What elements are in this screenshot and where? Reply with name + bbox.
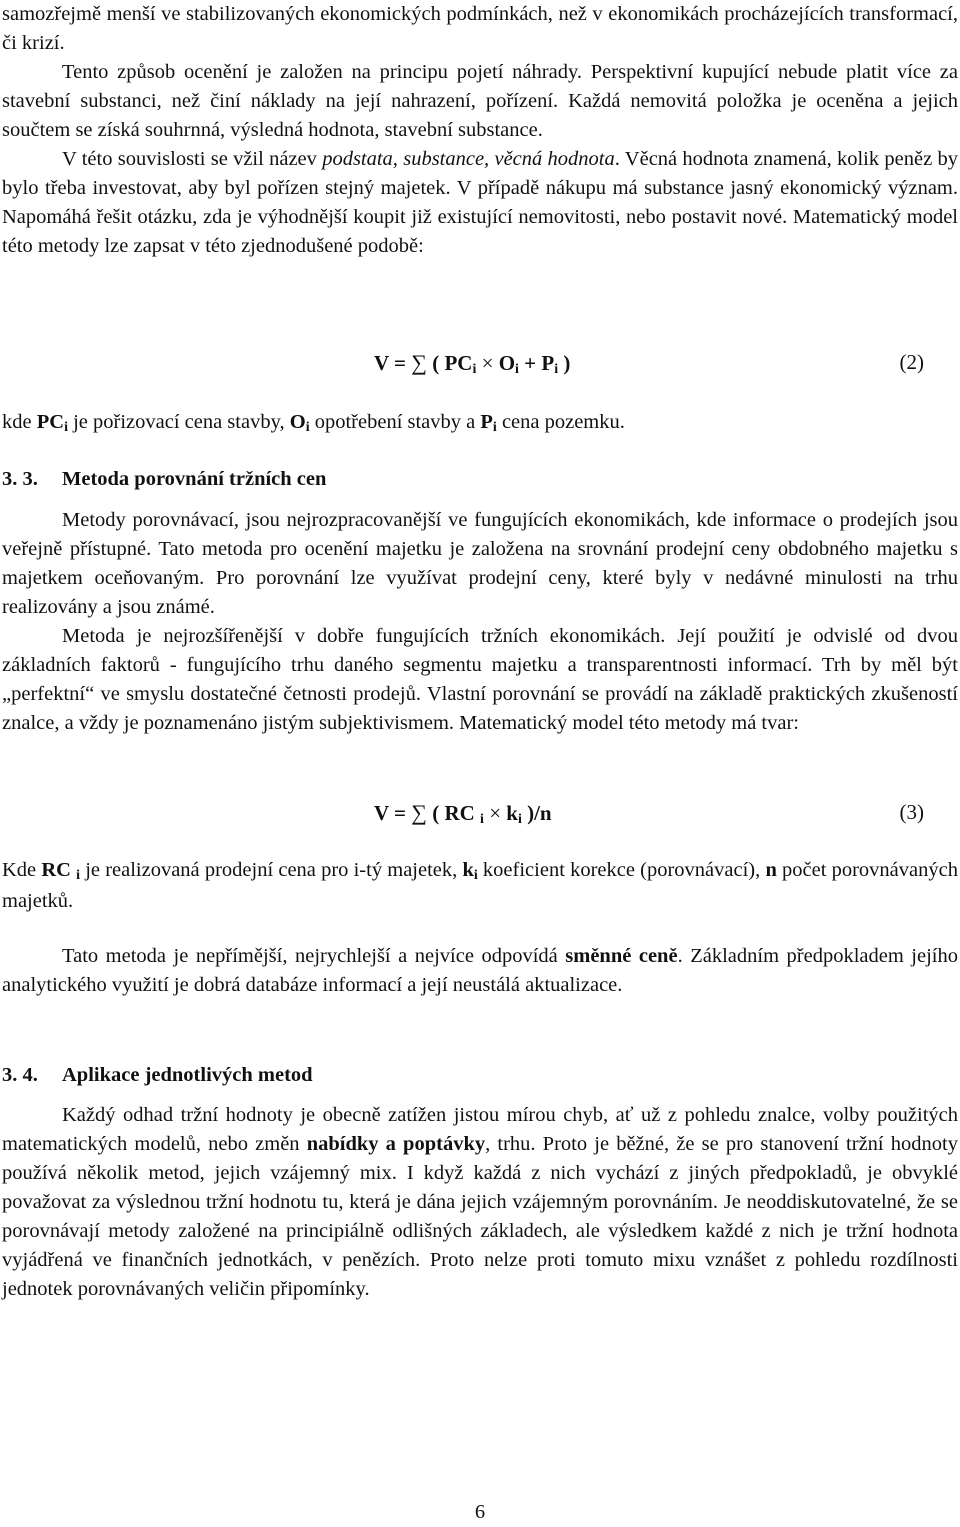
formula-expression — [374, 348, 570, 381]
legend-text — [2, 408, 958, 439]
times-symbol: × — [481, 351, 494, 375]
text-run: Každý odhad tržní hodnoty je obecně zatížen jistou mírou chyb, ať už z pohledu znalce, volby použitých matematických modelů, nebo změn — [2, 1104, 958, 1155]
subscript: i — [480, 812, 484, 827]
bold-var: n — [765, 859, 777, 881]
text-run: počet porovnávaných majetků. — [2, 859, 958, 912]
subscript: i — [76, 868, 81, 883]
subscript: i — [473, 868, 478, 883]
paragraph-principle: Tento způsob ocenění je založen na principu pojetí náhrady. Perspektivní kupující nebude platit více za stavební substanci, než činí náklady na její nahrazení, pořízení. Každá nemovitá položka je oceněna a jejich součtem se získá souhrnná, výsledná hodnota, stavební substance. — [2, 61, 958, 141]
formula-lhs: V = — [374, 351, 407, 375]
var-pc: PC — [444, 351, 473, 375]
bold-term: nabídky a poptávky — [306, 1133, 486, 1155]
text-run: V této souvislosti se vžil název — [62, 148, 323, 170]
bold-var: k — [462, 859, 474, 881]
text-run: , trhu. Proto je běžné, že se pro stanovení tržní hodnoty používá několik metod, jejich vzájemný mix. I když každá z nich vychází z jiných předpokladů, je obvyklé považovat za výslednou tržní hodnotu tu, která je dána jejich vzájemným porovnáním. Je neoddiskutovatelné, že se porovnávají metody založené na principiálně odlišných základech, ale výsledkem každé z nich je tržní hodnota vyjádřená ve finančních jednotkách, v penězích. Proto nelze proti tomuto mixu vznášet z pohledu rozdílnosti jednotek porovnávaných veličin připomínky. — [2, 1133, 958, 1300]
subscript: i — [472, 362, 477, 377]
block-application — [2, 1101, 958, 1304]
times-symbol: × — [489, 801, 502, 825]
text-run: koeficient korekce (porovnávací), — [477, 859, 766, 881]
sigma-symbol: ∑ — [411, 800, 427, 825]
text-run: . Základním předpokladem jejího analytického využití je dobrá databáze informací a její neustálá aktualizace. — [2, 945, 958, 996]
equation-number: (3) — [899, 800, 924, 824]
section-heading-3-4 — [2, 1061, 313, 1090]
italic-term: podstata, substance, věcná hodnota — [322, 148, 615, 170]
plus-symbol: + — [524, 351, 537, 375]
sigma-symbol: ∑ — [411, 350, 427, 375]
bold-var: O — [289, 411, 306, 433]
close-paren: ) — [563, 351, 571, 375]
intro-paragraph: samozřejmě menší ve stabilizovaných ekonomických podmínkách, než v ekonomikách procházejících transformací, či krizí. — [2, 3, 958, 54]
formula-2 — [0, 348, 958, 378]
var-k: k — [506, 801, 518, 825]
subscript: i — [515, 362, 519, 377]
page-number: 6 — [474, 1501, 486, 1523]
section-heading-3-3 — [2, 465, 326, 494]
var-rc: RC — [444, 801, 475, 825]
paragraph-exchange-price — [2, 942, 958, 1000]
var-p: P — [541, 351, 555, 375]
subscript: i — [64, 420, 68, 435]
subscript: i — [305, 420, 310, 435]
text-run: je pořizovací cena stavby, — [67, 411, 290, 433]
block-exchange-price — [2, 942, 958, 1000]
legend-text — [2, 856, 958, 916]
bold-var: PC — [36, 411, 65, 433]
subscript: i — [554, 362, 559, 377]
paragraph-substance — [2, 145, 958, 261]
block-substance — [2, 0, 958, 261]
section-title: Metoda porovnání tržních cen — [62, 468, 327, 490]
formula-lhs: V = — [374, 801, 407, 825]
subscript: i — [492, 420, 497, 435]
bold-var: RC — [41, 859, 71, 881]
open-paren: ( — [432, 801, 440, 825]
text-run: Kde — [2, 859, 42, 881]
text-run: . Věcná hodnota znamená, kolik peněz by bylo třeba investovat, aby byl pořízen stejný majetek. V případě nákupu má substance jasný ekonomický význam. Napomáhá řešit otázku, zda je výhodnější koupit již existující nemovitosti, nebo postavit nové. Matematický model této metody lze zapsat v této zjednodušené podobě: — [2, 148, 958, 257]
legend-formula-2 — [2, 408, 958, 439]
open-paren: ( — [432, 351, 440, 375]
paragraph-comparison-methods: Metody porovnávací, jsou nejrozpracovanější ve fungujících ekonomikách, kde informace o prodejích jsou veřejně přístupné. Tato metoda pro ocenění majetku je založena na srovnání prodejní ceny obdobného majetku s majetkem oceňovaným. Pro porovnání lze využívat prodejní ceny, které byly v nedávné minulosti na trhu realizovány a jsou známé. — [2, 509, 958, 618]
bold-var: P — [480, 411, 493, 433]
text-run: je realizovaná prodejní cena pro i-tý majetek, — [80, 859, 463, 881]
formula-3 — [0, 798, 958, 828]
paragraph-application — [2, 1101, 958, 1304]
legend-formula-3 — [2, 856, 958, 916]
section-number: 3. 4. — [2, 1064, 38, 1086]
text-run: opotřebení stavby a — [309, 411, 481, 433]
paragraph-market-methods: Metoda je nejrozšířenější v dobře fungujících tržních ekonomikách. Její použití je odvislé od dvou základních faktorů - fungujícího trhu daného segmentu majetku a transparentnosti informací. Trh by měl být „perfektní“ ve smyslu dostatečné četnosti prodejů. Vlastní porovnání se provádí na základě praktických zkušeností znalce, a vždy je poznamenáno jistým subjektivismem. Matematický model této metody má tvar: — [2, 625, 958, 734]
text-run: cena pozemku. — [496, 411, 625, 433]
bold-term: směnné ceně — [565, 945, 678, 967]
subscript: i — [517, 812, 522, 827]
text-run: Tato metoda je nepřímější, nejrychlejší a nejvíce odpovídá — [62, 945, 566, 967]
block-comparison — [2, 506, 958, 738]
var-o: O — [498, 351, 516, 375]
equation-number: (2) — [899, 350, 924, 374]
section-number: 3. 3. — [2, 468, 38, 490]
section-title: Aplikace jednotlivých metod — [62, 1064, 313, 1086]
text-run: kde — [2, 411, 37, 433]
close-paren-divide-n: )/n — [527, 801, 552, 825]
formula-expression — [374, 798, 552, 831]
